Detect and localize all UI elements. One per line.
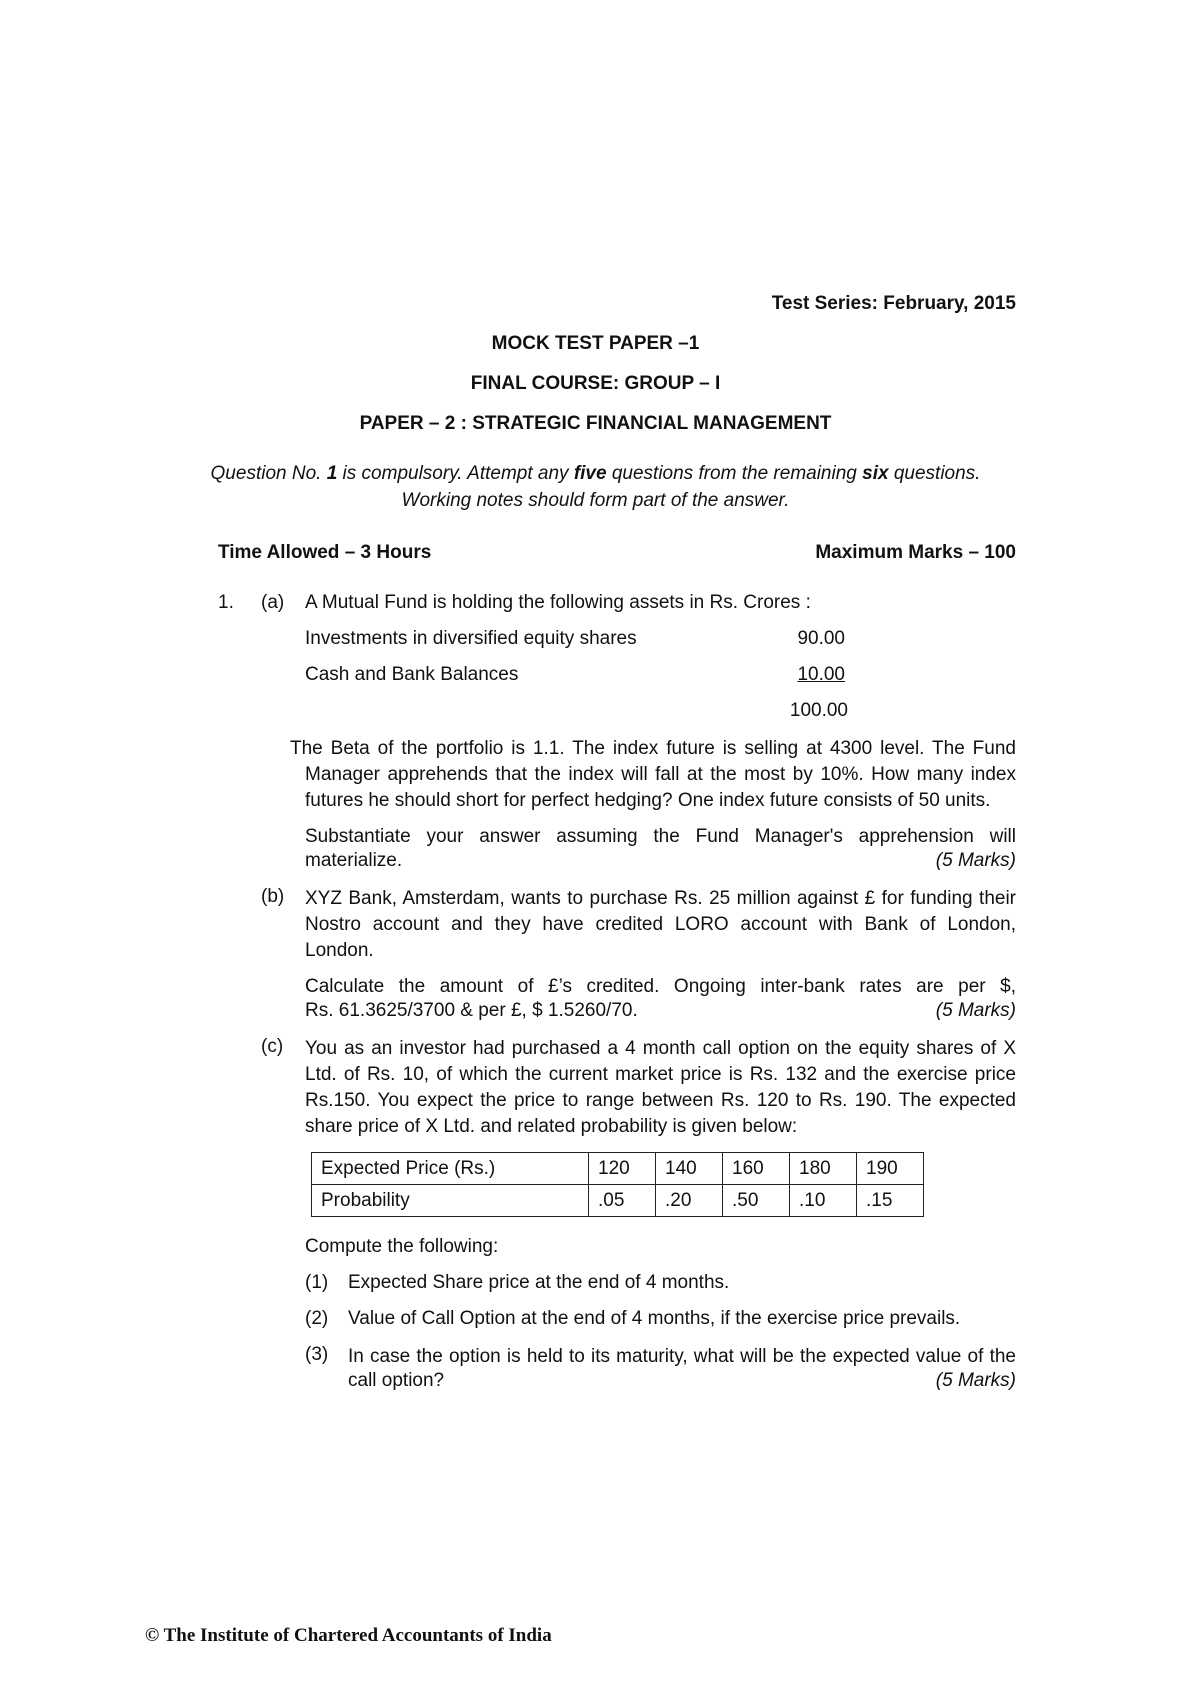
- probability-table: [311, 1152, 924, 1217]
- part-a-label: (a): [261, 592, 285, 613]
- part-b-marks: (5 Marks): [935, 1000, 1016, 1021]
- table-cell: .10: [790, 1185, 857, 1217]
- paper-number: MOCK TEST PAPER –1: [491, 333, 700, 354]
- instructions-line-2: Working notes should form part of the answer.: [401, 490, 790, 511]
- part-a-para2-first-line: Substantiate your answer assuming the Fund Manager's apprehension will: [305, 826, 1016, 847]
- list-item-number: (2): [305, 1308, 329, 1329]
- list-item-number: (1): [305, 1272, 329, 1293]
- asset-name: Cash and Bank Balances: [305, 664, 519, 685]
- five-emph: five: [573, 463, 607, 484]
- table-cell: 120: [589, 1153, 656, 1185]
- part-a-para1-rest: Manager apprehends that the index will fall at the most by 10%. How many index futures he should short for perfect hedging? One index future consists of 50 units.: [305, 764, 1016, 811]
- asset-name: Investments in diversified equity shares: [305, 628, 637, 649]
- part-b-para1: XYZ Bank, Amsterdam, wants to purchase Rs. 25 million against £ for funding their Nostro account and they have credited LORO account with Bank of London, London.: [305, 888, 1016, 961]
- maximum-marks: Maximum Marks – 100: [815, 542, 1016, 563]
- table-cell-label: Expected Price (Rs.): [312, 1153, 589, 1185]
- question-number: 1.: [218, 592, 234, 613]
- footer-copyright: © The Institute of Chartered Accountants of India: [145, 1625, 552, 1646]
- course-title: FINAL COURSE: GROUP – I: [470, 373, 721, 394]
- q1-emph: 1: [326, 463, 338, 484]
- part-b-label: (b): [261, 886, 285, 907]
- six-emph: six: [862, 463, 889, 484]
- list-item: Expected Share price at the end of 4 months.: [348, 1272, 730, 1293]
- table-cell: .20: [656, 1185, 723, 1217]
- part-b-para2-last-line: Rs. 61.3625/3700 & per £, $ 1.5260/70.: [305, 1000, 638, 1021]
- table-cell-label: Probability: [312, 1185, 589, 1217]
- table-row: [312, 1153, 924, 1185]
- part-a-para2-last-line: materialize.: [305, 850, 403, 871]
- table-cell: 160: [723, 1153, 790, 1185]
- part-c-marks: (5 Marks): [935, 1370, 1016, 1391]
- part-a-para1-first-line: The Beta of the portfolio is 1.1. The index future is selling at 4300 level. The Fund: [290, 738, 1016, 759]
- time-allowed: Time Allowed – 3 Hours: [218, 542, 432, 563]
- paper-title: PAPER – 2 : STRATEGIC FINANCIAL MANAGEMENT: [359, 413, 832, 434]
- table-cell: 180: [790, 1153, 857, 1185]
- asset-total: 100.00: [789, 700, 848, 721]
- test-series-label: Test Series: February, 2015: [771, 293, 1016, 314]
- part-c-label: (c): [261, 1036, 284, 1057]
- part-a-marks: (5 Marks): [935, 850, 1016, 871]
- list-item: Value of Call Option at the end of 4 months, if the exercise price prevails.: [348, 1308, 961, 1329]
- table-cell: .50: [723, 1185, 790, 1217]
- table-row: [312, 1185, 924, 1217]
- part-c-para1: You as an investor had purchased a 4 month call option on the equity shares of X Ltd. of Rs. 10, of which the current market price is Rs. 132 and the exercise price Rs.150. You expect the price to range between Rs. 120 to Rs. 190. The expected share price of X Ltd. and related probability is given below:: [305, 1038, 1016, 1137]
- list-item-first-line: In case the option is held to its maturity, what will be the expected value of the: [348, 1346, 1016, 1367]
- table-cell: 140: [656, 1153, 723, 1185]
- part-b-para2-first-line: Calculate the amount of £’s credited. Ongoing inter-bank rates are per $,: [305, 976, 1016, 997]
- instructions-line-1: Question No. 1 is compulsory. Attempt any five questions from the remaining six questions.: [210, 463, 981, 484]
- list-item-number: (3): [305, 1344, 329, 1365]
- table-cell: .15: [857, 1185, 924, 1217]
- part-a-intro: A Mutual Fund is holding the following assets in Rs. Crores :: [305, 592, 811, 613]
- table-cell: 190: [857, 1153, 924, 1185]
- compute-heading: Compute the following:: [305, 1236, 499, 1257]
- list-item-last-line: call option?: [348, 1370, 445, 1391]
- asset-value: 90.00: [797, 628, 845, 649]
- asset-value: 10.00: [797, 664, 845, 685]
- table-cell: .05: [589, 1185, 656, 1217]
